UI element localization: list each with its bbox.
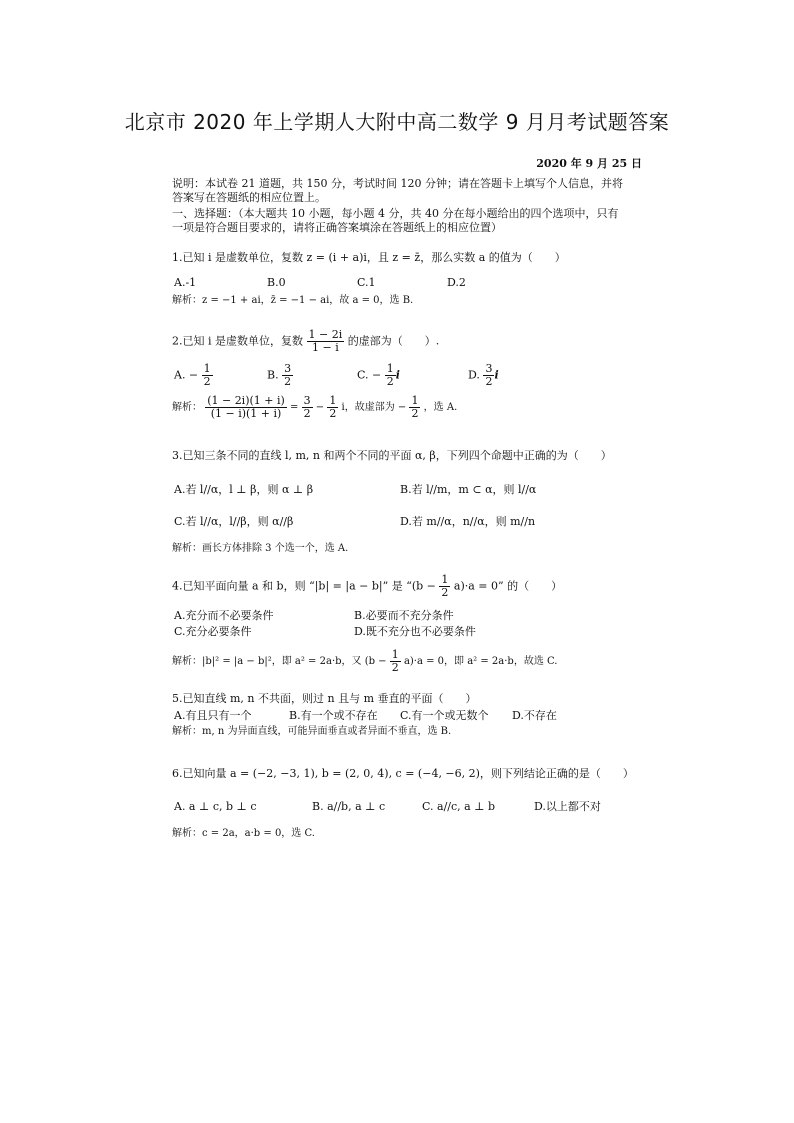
solution-fraction xyxy=(302,395,313,420)
imaginary-unit: i xyxy=(494,368,499,382)
section-heading-line-2: 一项是符合题目要求的，请将正确答案填涂在答题纸上的相应位置） xyxy=(172,221,502,234)
fraction-denominator: 1 − i xyxy=(312,341,339,354)
question-6-option-d: D.以上都不对 xyxy=(534,800,601,813)
question-4-stem xyxy=(172,574,562,599)
question-1-option-b: B.0 xyxy=(267,276,286,289)
question-3-option-d: D.若 m//α，n//α，则 m//n xyxy=(400,515,536,528)
fraction-denominator: 2 xyxy=(411,407,419,420)
fraction-numerator: 1 xyxy=(411,394,419,407)
question-4-fraction xyxy=(439,574,450,599)
imaginary-unit: i xyxy=(395,368,400,382)
instructions-line-1: 说明：本试卷 21 道题，共 150 分，考试时间 120 分钟；请在答题卡上填写个人信息，并将 xyxy=(172,177,623,190)
fraction-numerator: 1 xyxy=(441,573,449,586)
question-6-solution: 解析：c = 2a，a·b = 0，选 C. xyxy=(172,828,315,839)
option-label: C. − xyxy=(357,368,382,382)
option-label: A. − xyxy=(174,368,199,382)
question-4-option-d: D.既不充分也不必要条件 xyxy=(354,625,476,638)
fraction-numerator: 1 xyxy=(391,648,399,661)
question-5-option-d: D.不存在 xyxy=(512,709,557,722)
question-1-option-d: D.2 xyxy=(447,276,466,289)
option-label: D. xyxy=(468,368,480,382)
question-2-solution xyxy=(172,395,457,420)
question-3-solution: 解析：画长方体排除 3 个选一个，选 A. xyxy=(172,543,349,554)
solution-fraction xyxy=(327,395,338,420)
question-2-stem xyxy=(172,329,439,354)
question-3-stem: 3.已知三条不同的直线 l, m, n 和两个不同的平面 α, β，下列四个命题中正确的为（ ） xyxy=(172,449,612,462)
page-title: 北京市 2020 年上学期人大附中高二数学 9 月月考试题答案 xyxy=(124,110,670,134)
fraction-numerator: 1 xyxy=(329,394,337,407)
solution-text: 解析：|b|² = |a − b|²，即 a² = 2a·b，又 (b − xyxy=(172,656,387,667)
question-4-stem-prefix: 4.已知平面向量 a 和 b，则 “|b| = |a − b|” 是 “(b − xyxy=(172,579,436,593)
fraction-denominator: 2 xyxy=(284,375,292,388)
fraction-denominator: 2 xyxy=(441,586,449,599)
instructions-line-2: 答案写在答题纸的相应位置上。 xyxy=(172,191,326,204)
question-5-stem: 5.已知直线 m, n 不共面，则过 n 且与 m 垂直的平面（ ） xyxy=(172,692,477,705)
question-2-stem-suffix: 的虚部为（ ）. xyxy=(347,334,440,348)
minus-sign: − xyxy=(315,402,325,413)
fraction-denominator: (1 − i)(1 + i) xyxy=(210,407,282,420)
question-4-stem-suffix: a)·a = 0” 的（ ） xyxy=(453,579,563,593)
question-2-option-c xyxy=(357,363,400,388)
solution-fraction xyxy=(205,395,287,420)
solution-label: 解析： xyxy=(172,402,202,413)
question-4-option-a: A.充分而不必要条件 xyxy=(174,609,274,622)
fraction-numerator: 1 − 2i xyxy=(308,328,343,341)
question-2-option-b xyxy=(267,363,293,388)
question-4-option-c: C.充分必要条件 xyxy=(174,625,252,638)
option-fraction xyxy=(385,363,396,388)
question-5-option-c: C.有一个或无数个 xyxy=(400,709,489,722)
section-heading-line-1: 一、选择题：（本大题共 10 小题，每小题 4 分，共 40 分在每小题给出的四个选项中，只有 xyxy=(172,207,619,220)
question-2-option-a xyxy=(174,363,213,388)
solution-text: ，选 A. xyxy=(423,402,458,413)
solution-text: i，故虚部为 − xyxy=(341,402,407,413)
option-label: B. xyxy=(267,368,279,382)
fraction-denominator: 2 xyxy=(485,375,493,388)
scanned-document xyxy=(172,155,642,845)
solution-fraction xyxy=(390,649,401,674)
option-fraction xyxy=(483,363,494,388)
fraction-denominator: 2 xyxy=(303,407,311,420)
question-3-option-b: B.若 l//m，m ⊂ α，则 l//α xyxy=(400,483,537,496)
fraction-numerator: 3 xyxy=(485,362,493,375)
question-1-stem: 1.已知 i 是虚数单位，复数 z = (i + a)i，且 z = z̄，那么实数 a 的值为（ ） xyxy=(172,251,566,264)
fraction-denominator: 2 xyxy=(203,375,211,388)
question-3-option-a: A.若 l//α，l ⊥ β，则 α ⊥ β xyxy=(174,483,314,496)
fraction-denominator: 2 xyxy=(391,661,399,674)
question-2-fraction xyxy=(307,329,345,354)
solution-fraction xyxy=(409,395,420,420)
question-6-option-b: B. a//b, a ⊥ c xyxy=(312,800,386,813)
fraction-numerator: 3 xyxy=(303,394,311,407)
question-4-solution xyxy=(172,649,557,674)
question-5-option-a: A.有且只有一个 xyxy=(174,709,252,722)
question-3-option-c: C.若 l//α，l//β，则 α//β xyxy=(174,515,294,528)
fraction-numerator: 3 xyxy=(284,362,292,375)
fraction-denominator: 2 xyxy=(329,407,337,420)
fraction-numerator: 1 xyxy=(386,362,394,375)
solution-text: a)·a = 0，即 a² = 2a·b，故选 C. xyxy=(403,656,558,667)
question-2-stem-prefix: 2.已知 i 是虚数单位，复数 xyxy=(172,334,304,348)
question-4-option-b: B.必要而不充分条件 xyxy=(354,609,454,622)
fraction-numerator: 1 xyxy=(203,362,211,375)
question-1-option-c: C.1 xyxy=(357,276,376,289)
question-2-option-d xyxy=(468,363,499,388)
equals-sign: = xyxy=(290,402,299,413)
exam-date: 2020 年 9 月 25 日 xyxy=(536,157,642,170)
question-6-option-a: A. a ⊥ c, b ⊥ c xyxy=(174,800,257,813)
question-5-solution: 解析：m, n 为异面直线，可能异面垂直或者异面不垂直，选 B. xyxy=(172,726,452,737)
option-fraction xyxy=(202,363,213,388)
fraction-numerator: (1 − 2i)(1 + i) xyxy=(207,394,285,407)
option-fraction xyxy=(282,363,293,388)
question-6-option-c: C. a//c, a ⊥ b xyxy=(422,800,496,813)
question-6-stem: 6.已知向量 a = (−2, −3, 1), b = (2, 0, 4), c = (−4, −6, 2)，则下列结论正确的是（ ） xyxy=(172,767,634,780)
question-5-option-b: B.有一个或不存在 xyxy=(289,709,378,722)
question-1-solution: 解析：z = −1 + ai，z̄ = −1 − ai，故 a = 0，选 B. xyxy=(172,295,414,306)
question-1-option-a: A.-1 xyxy=(174,276,197,289)
fraction-denominator: 2 xyxy=(386,375,394,388)
